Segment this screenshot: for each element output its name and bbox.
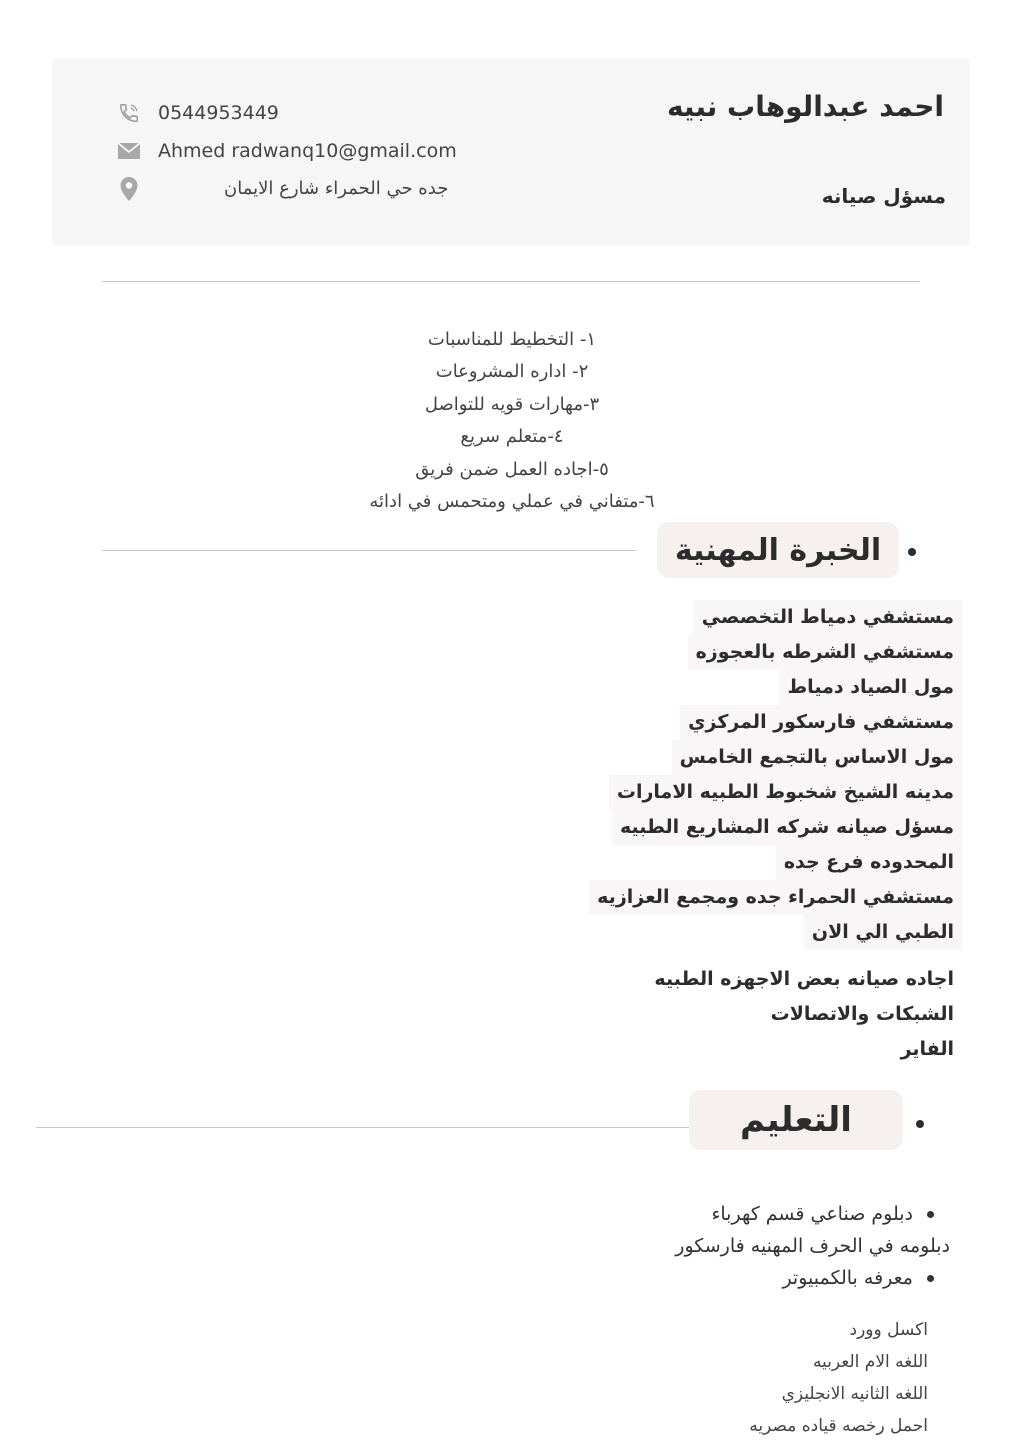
extras-list: [749, 1314, 928, 1442]
skill-item: ١- التخطيط للمناسبات: [427, 329, 597, 350]
bullet-icon: [927, 1275, 934, 1282]
experience-item: مستشفي دمياط التخصصي: [694, 600, 962, 635]
location-row: [116, 176, 142, 202]
phone-number: 0544953449: [158, 102, 279, 124]
experience-divider: [102, 550, 636, 551]
education-item: [675, 1262, 934, 1294]
work-skills-list: [654, 962, 954, 1067]
education-heading: التعليم: [689, 1090, 903, 1150]
skills-list: [0, 324, 1024, 518]
education-item-text: دبلوم صناعي قسم كهرباء: [711, 1203, 913, 1225]
bullet-dot-icon: [908, 548, 916, 556]
experience-item: مستشفي الشرطه بالعجوزه: [688, 635, 962, 670]
email-address: Ahmed radwanq10@gmail.com: [158, 140, 457, 162]
experience-list: [589, 600, 962, 950]
bullet-icon: [927, 1211, 934, 1218]
email-row: [116, 138, 457, 164]
extra-item: اللغه الثانيه الانجليزي: [781, 1384, 928, 1404]
experience-item: الطبي الي الان: [804, 915, 962, 950]
experience-item: المحدوده فرع جده: [776, 845, 962, 880]
education-list: [675, 1198, 950, 1294]
education-item: [675, 1198, 934, 1230]
education-divider: [36, 1127, 690, 1128]
experience-heading: الخبرة المهنية: [657, 522, 899, 578]
phone-icon: [116, 100, 142, 126]
work-skill-item: اجاده صيانه بعض الاجهزه الطبيه: [654, 968, 954, 990]
skill-item: ٣-مهارات قويه للتواصل: [424, 393, 600, 415]
education-item-sub: دبلومه في الحرف المهنيه فارسكور: [675, 1235, 950, 1257]
experience-item: مسؤل صيانه شركه المشاريع الطبيه: [612, 810, 962, 845]
skill-item: ٤-متعلم سريع: [460, 426, 564, 448]
location-pin-icon: [116, 176, 142, 202]
phone-row: [116, 100, 279, 126]
work-skill-item: الفاير: [900, 1038, 954, 1060]
experience-item: مستشفي فارسكور المركزي: [680, 705, 962, 740]
experience-item: مدينه الشيخ شخبوط الطبيه الامارات: [609, 775, 962, 810]
experience-item: مول الصياد دمياط: [779, 670, 962, 705]
skill-item: ٢- اداره المشروعات: [435, 361, 589, 383]
bullet-dot-icon: [916, 1120, 924, 1128]
experience-item: مستشفي الحمراء جده ومجمع العزازيه: [589, 880, 962, 915]
address: جده حي الحمراء شارع الايمان: [224, 178, 449, 199]
work-skill-item: الشبكات والاتصالات: [770, 1003, 954, 1025]
experience-item: مول الاساس بالتجمع الخامس: [672, 740, 962, 775]
extra-item: احمل رخصه قياده مصريه: [749, 1416, 928, 1436]
skill-item: ٥-اجاده العمل ضمن فريق: [415, 458, 609, 480]
divider: [102, 281, 920, 282]
extra-item: اللغه الام العربيه: [812, 1352, 928, 1372]
job-title: مسؤل صيانه: [821, 184, 946, 208]
education-item-text: معرفه بالكمبيوتر: [782, 1267, 913, 1289]
skill-item: ٦-متفاني في عملي ومتحمس في ادائه: [369, 491, 655, 513]
envelope-icon: [116, 138, 142, 164]
extra-item: اكسل وورد: [849, 1320, 928, 1340]
person-name: احمد عبدالوهاب نبيه: [666, 90, 944, 123]
